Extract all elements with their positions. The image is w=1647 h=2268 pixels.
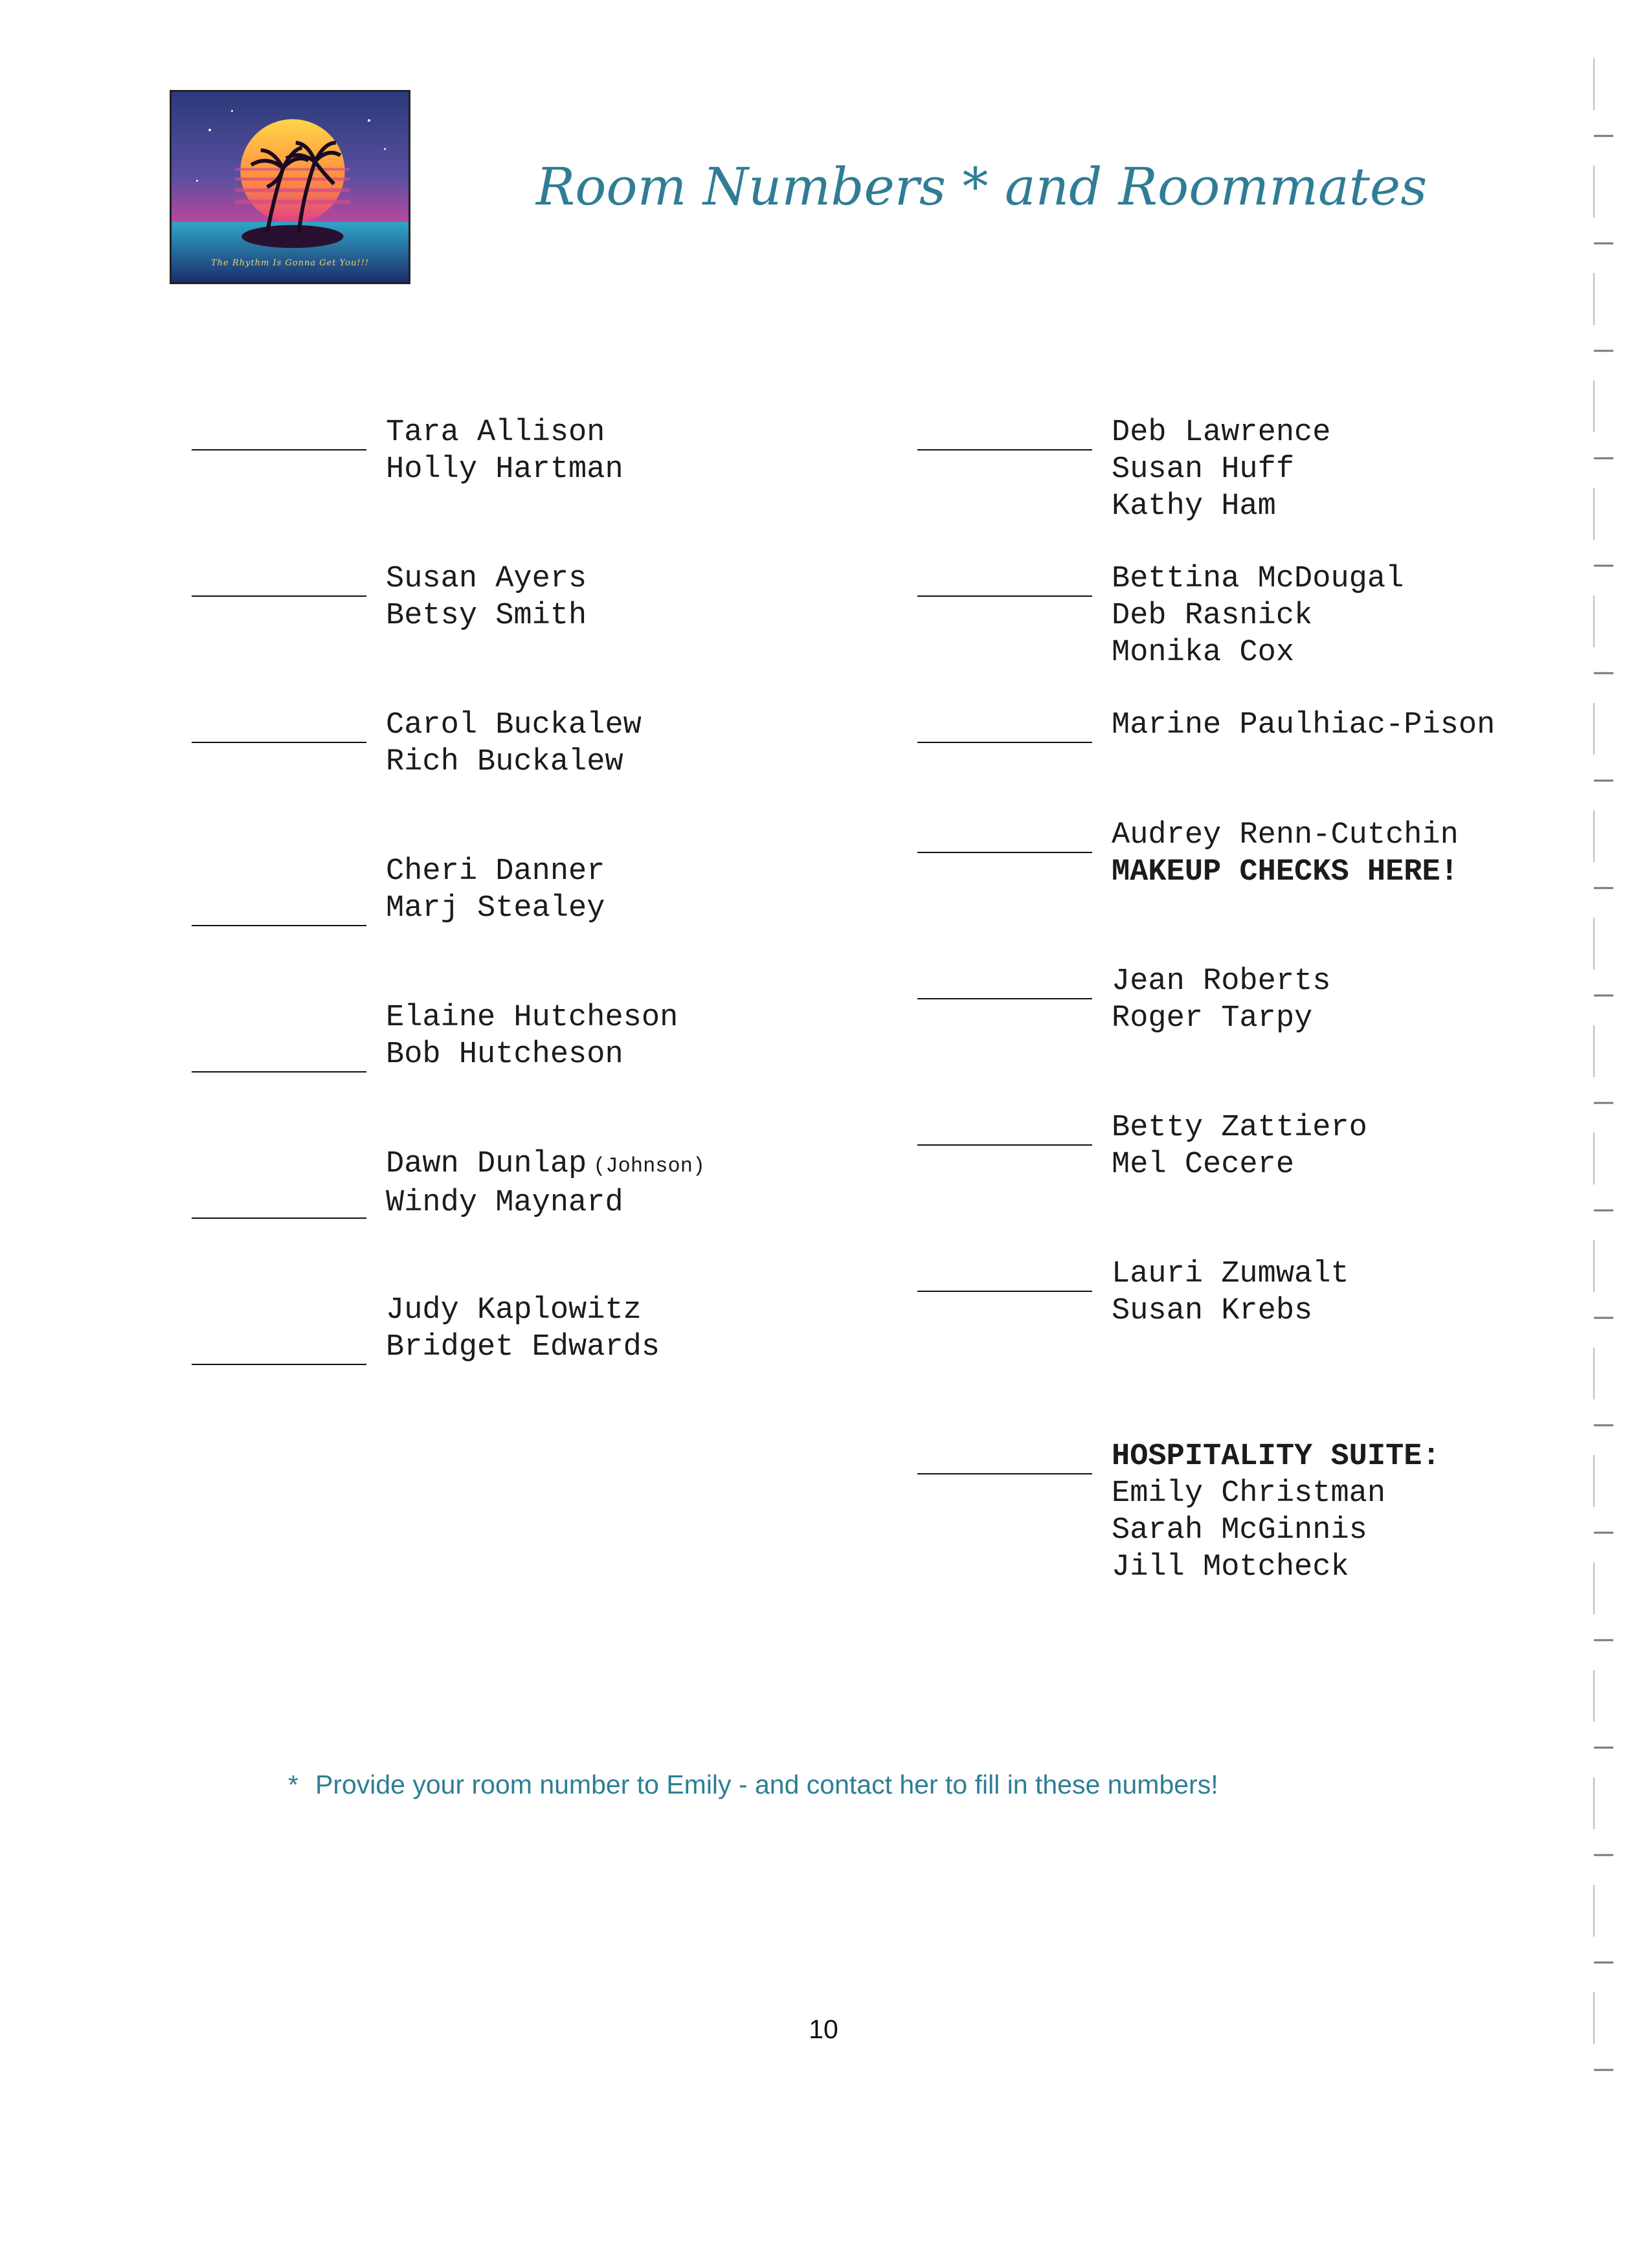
logo-caption: The Rhythm Is Gonna Get You!!!: [211, 258, 369, 268]
roommate-name: [1112, 451, 1330, 488]
page-title: Room Numbers * and Roommates: [536, 157, 1428, 217]
roommate-names: [386, 853, 605, 927]
roommate-name: [1112, 1000, 1330, 1037]
roommate-name-text: Marj Stealey: [386, 891, 605, 926]
roommate-name: [1112, 634, 1404, 671]
room-entry: [192, 1146, 705, 1221]
roommate-name-text: Rich Buckalew: [386, 745, 623, 779]
room-entry: [917, 1109, 1367, 1183]
page-number: 10: [809, 2014, 838, 2044]
room-number-blank[interactable]: [192, 742, 366, 743]
roommate-names: [386, 414, 623, 488]
room-number-blank[interactable]: [192, 925, 366, 926]
logo-image: [170, 90, 410, 284]
footnote-text: Provide your room number to Emily - and contact her to fill in these numbers!: [315, 1770, 1218, 1799]
roommate-name: [386, 1146, 705, 1184]
roommate-names: [386, 1292, 660, 1366]
roommate-name-text: Elaine Hutcheson: [386, 1001, 678, 1035]
roommate-name-text: Betsy Smith: [386, 599, 587, 633]
roommate-name: [386, 707, 642, 744]
room-number-blank[interactable]: [192, 1217, 366, 1219]
roommate-name-text: Windy Maynard: [386, 1186, 623, 1220]
room-number-blank[interactable]: [192, 1364, 366, 1365]
roommate-names: [1112, 707, 1495, 744]
room-entry: [192, 999, 678, 1073]
roommate-names: [1112, 414, 1330, 525]
room-entry: [917, 707, 1495, 744]
roommate-name: [1112, 817, 1459, 854]
roommate-name-text: Monika Cox: [1112, 636, 1295, 670]
roommate-name: [386, 744, 642, 781]
roommate-name-text: Bettina McDougal: [1112, 562, 1404, 596]
roommate-name-text: Kathy Ham: [1112, 489, 1276, 524]
roommate-name-text: Bridget Edwards: [386, 1330, 660, 1364]
roommate-name: [386, 1184, 705, 1221]
room-number-blank[interactable]: [917, 1473, 1092, 1474]
roommate-names: [1112, 1109, 1367, 1183]
maiden-name-aside: (Johnson): [593, 1154, 706, 1178]
roommate-name-text: Susan Huff: [1112, 452, 1295, 487]
room-entry: [192, 414, 623, 488]
footnote: [288, 1770, 1218, 1800]
room-entry: [192, 853, 605, 927]
roommate-names: [1112, 963, 1330, 1037]
roommate-name: [1112, 1512, 1440, 1549]
roommate-name-text: Deb Lawrence: [1112, 416, 1331, 450]
room-number-blank[interactable]: [917, 852, 1092, 853]
roommate-name-text: Dawn Dunlap: [386, 1147, 587, 1181]
room-number-blank[interactable]: [917, 595, 1092, 597]
roommate-names: [386, 999, 678, 1073]
roommate-name-text: Susan Ayers: [386, 562, 587, 596]
roommate-name: [1112, 414, 1330, 451]
room-entry: [917, 561, 1404, 671]
roommate-name-text: Emily Christman: [1112, 1476, 1386, 1511]
room-number-blank[interactable]: [192, 449, 366, 450]
roommate-names: [386, 1146, 705, 1221]
room-entry: [917, 1438, 1440, 1586]
roommate-name-text: Lauri Zumwalt: [1112, 1257, 1349, 1291]
room-number-blank[interactable]: [917, 998, 1092, 999]
roommate-name-text: Sarah McGinnis: [1112, 1513, 1367, 1548]
room-number-blank[interactable]: [192, 595, 366, 597]
room-entry: [917, 414, 1330, 525]
room-number-blank[interactable]: [917, 449, 1092, 450]
roommate-name: [1112, 1256, 1349, 1293]
roommate-name-text: Marine Paulhiac-Pison: [1112, 708, 1496, 742]
roommate-name-text: Carol Buckalew: [386, 708, 642, 742]
roommate-name: [1112, 1109, 1367, 1146]
roommate-name: [386, 561, 587, 597]
roommate-name: [1112, 1146, 1367, 1183]
room-number-blank[interactable]: [917, 1144, 1092, 1146]
room-number-blank[interactable]: [917, 742, 1092, 743]
roommate-names: [1112, 1438, 1440, 1586]
roommate-name: [386, 999, 678, 1036]
room-heading: HOSPITALITY SUITE:: [1112, 1440, 1440, 1474]
room-number-blank[interactable]: [917, 1291, 1092, 1292]
roommate-name: [386, 451, 623, 488]
roommate-name: [386, 597, 587, 634]
roommate-name-text: Jean Roberts: [1112, 964, 1331, 999]
roommate-names: [1112, 561, 1404, 671]
room-note: MAKEUP CHECKS HERE!: [1112, 855, 1459, 889]
roommate-name-text: Bob Hutcheson: [386, 1038, 623, 1072]
roommate-name: [386, 1036, 678, 1073]
roommate-name-text: Judy Kaplowitz: [386, 1293, 642, 1328]
roommate-name-text: Roger Tarpy: [1112, 1001, 1313, 1036]
roommate-name-text: Deb Rasnick: [1112, 599, 1313, 633]
roommate-name: [386, 853, 605, 890]
roommate-name: [1112, 597, 1404, 634]
roommate-names: [1112, 817, 1459, 891]
roommate-name-text: Betty Zattiero: [1112, 1111, 1367, 1145]
room-entry: [917, 817, 1459, 891]
roommate-name: [1112, 1293, 1349, 1329]
roommate-name: [1112, 963, 1330, 1000]
roommate-names: [386, 707, 642, 781]
roommate-names: [1112, 1256, 1349, 1329]
roommate-names: [386, 561, 587, 634]
room-entry: [917, 1256, 1349, 1329]
roommate-name-text: Susan Krebs: [1112, 1294, 1313, 1328]
roommate-name: [386, 1292, 660, 1329]
roommate-name: [1112, 488, 1330, 525]
roommate-name-text: Holly Hartman: [386, 452, 623, 487]
roommate-name-text: Jill Motcheck: [1112, 1550, 1349, 1584]
room-entry: [192, 707, 642, 781]
roommate-name: [386, 1329, 660, 1366]
roommate-name: [1112, 707, 1495, 744]
roommate-name: [1112, 1475, 1440, 1512]
room-number-blank[interactable]: [192, 1071, 366, 1073]
room-entry: [192, 1292, 660, 1366]
roommate-name-text: Cheri Danner: [386, 854, 605, 889]
roommate-name: [1112, 1549, 1440, 1586]
roommate-name: [386, 414, 623, 451]
footnote-asterisk: *: [288, 1770, 298, 1799]
roommate-name-text: Tara Allison: [386, 416, 605, 450]
roommate-name: [386, 890, 605, 927]
room-entry: [917, 963, 1330, 1037]
roommate-name-text: Audrey Renn-Cutchin: [1112, 818, 1459, 852]
roommate-name-text: Mel Cecere: [1112, 1148, 1295, 1182]
roommate-name: [1112, 561, 1404, 597]
room-entry: [192, 561, 587, 634]
binder-punch-marks: [1590, 58, 1616, 2097]
